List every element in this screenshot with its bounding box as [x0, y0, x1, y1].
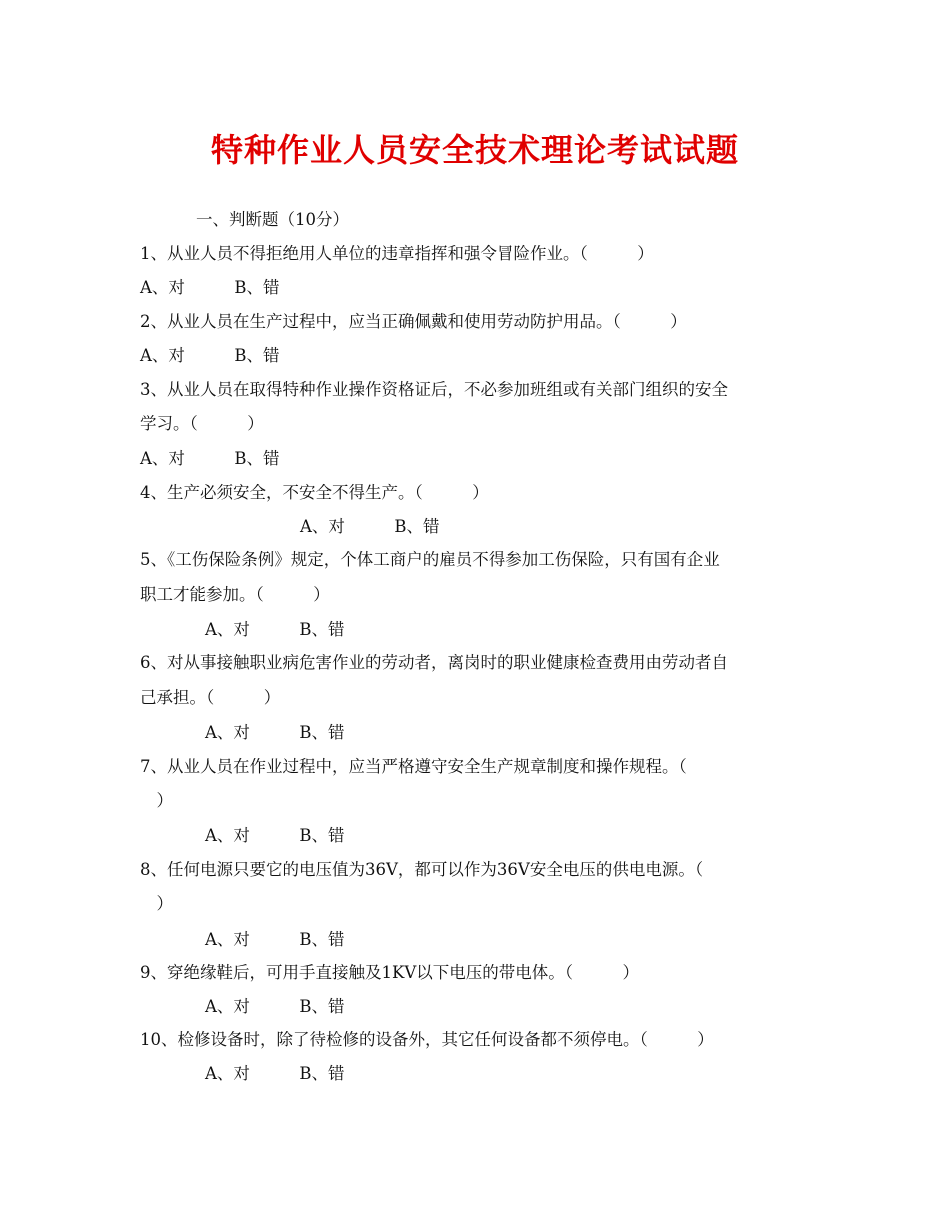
- question-7-text-cont: ）: [140, 791, 173, 810]
- question-6-text-cont: 己承担。（ ）: [140, 688, 281, 707]
- question-5-options: A、对 B、错: [205, 620, 345, 639]
- question-1-options: A、对 B、错: [140, 278, 280, 297]
- question-3-options: A、对 B、错: [140, 449, 280, 468]
- question-2-text: 2、从业人员在生产过程中，应当正确佩戴和使用劳动防护用品。（ ）: [140, 312, 687, 331]
- question-5-text-cont: 职工才能参加。（ ）: [140, 585, 330, 604]
- question-10-text: 10、检修设备时，除了待检修的设备外，其它任何设备都不须停电。（ ）: [140, 1030, 714, 1049]
- question-6-options: A、对 B、错: [205, 723, 345, 742]
- question-2-options: A、对 B、错: [140, 346, 280, 365]
- question-9-text: 9、穿绝缘鞋后，可用手直接触及1KV以下电压的带电体。（ ）: [140, 963, 639, 982]
- question-9-options: A、对 B、错: [205, 997, 345, 1016]
- page-title: 特种作业人员安全技术理论考试试题: [210, 131, 739, 169]
- question-6-text: 6、对从事接触职业病危害作业的劳动者，离岗时的职业健康检查费用由劳动者自: [140, 653, 728, 672]
- question-7-options: A、对 B、错: [205, 826, 345, 845]
- question-8-text: 8、任何电源只要它的电压值为36V，都可以作为36V安全电压的供电电源。（: [140, 860, 704, 879]
- question-7-text: 7、从业人员在作业过程中，应当严格遵守安全生产规章制度和操作规程。（: [140, 757, 687, 776]
- question-8-text-cont: ）: [140, 894, 173, 913]
- question-5-text: 5、《工伤保险条例》规定，个体工商户的雇员不得参加工伤保险，只有国有企业: [140, 550, 720, 569]
- question-10-options: A、对 B、错: [205, 1064, 345, 1083]
- question-3-text-cont: 学习。（ ）: [140, 414, 264, 433]
- question-4-text: 4、生产必须安全，不安全不得生产。（ ）: [140, 483, 489, 502]
- question-4-options: A、对 B、错: [300, 517, 440, 536]
- question-1-text: 1、从业人员不得拒绝用人单位的违章指挥和强令冒险作业。（ ）: [140, 244, 654, 263]
- question-3-text: 3、从业人员在取得特种作业操作资格证后，不必参加班组或有关部门组织的安全: [140, 380, 728, 399]
- question-8-options: A、对 B、错: [205, 930, 345, 949]
- section-header: 一、判断题（10分）: [196, 210, 349, 229]
